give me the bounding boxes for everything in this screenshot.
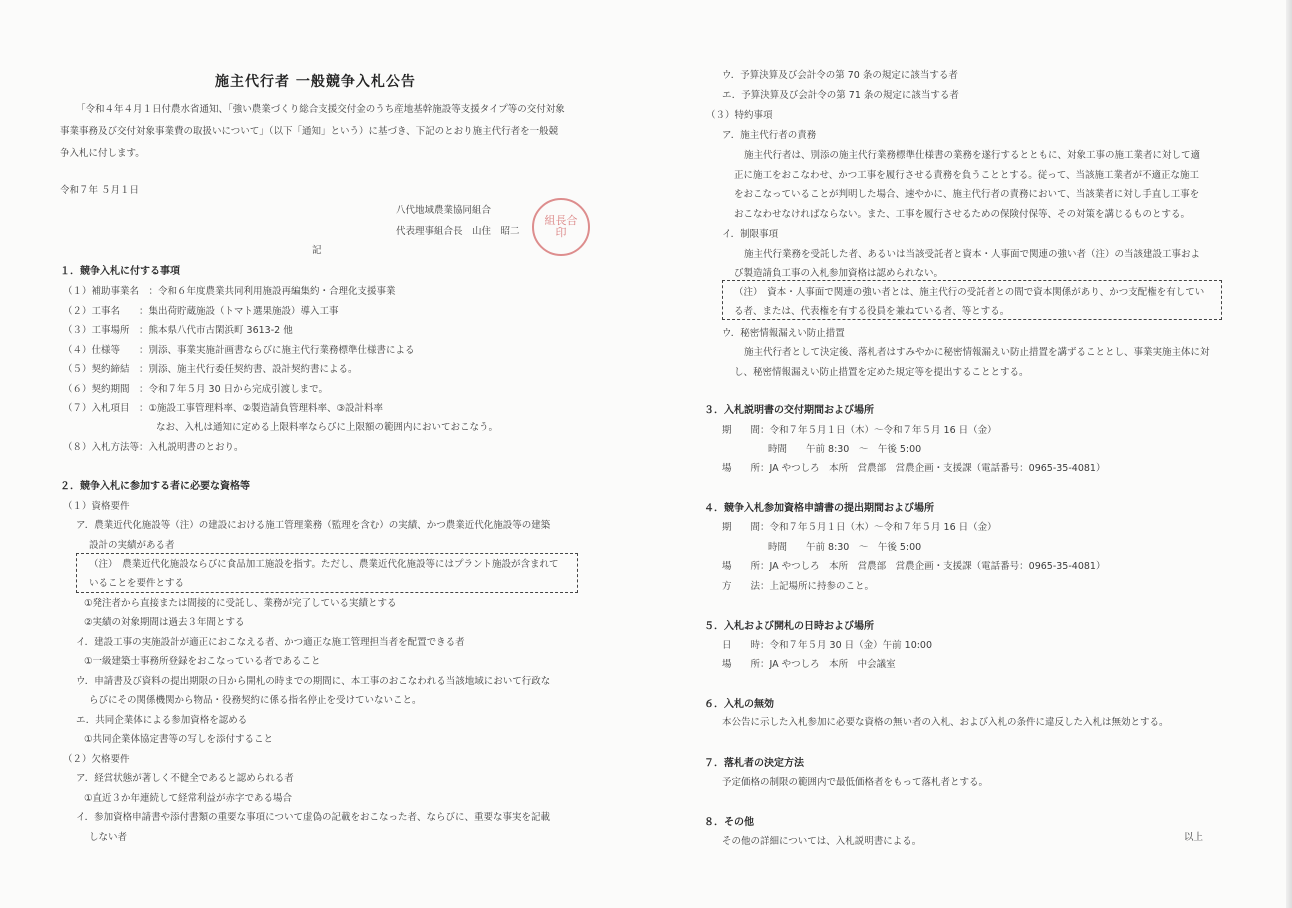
- s4-row: 時間 午前 8:30 ～ 午後 5:00: [768, 542, 922, 553]
- page-title: 施主代行者 一般競争入札公告: [215, 74, 416, 90]
- s4-row: 方 法：上記場所に持参のこと。: [722, 581, 875, 592]
- r-row: （３）特約事項: [706, 110, 773, 121]
- r-row: 施主代行業務を受託した者、あるいは当該受託者と資本・人事面で関連の強い者（注）の当該建設工事およ: [744, 249, 1201, 260]
- end-mark: 以上: [1184, 832, 1204, 843]
- intro-line-2: 事業事務及び交付対象事業費の取扱いについて」（以下「通知」という）に基づき、下記のとおり施主代行者を一般競: [60, 126, 559, 137]
- s2-row: イ．参加資格申請書や添付書類の重要な事項について虚偽の記載をおこなった者、ならびに、重要な事実を記載: [76, 812, 550, 823]
- intro-line-3: 争入札に付します。: [60, 148, 145, 159]
- s2-row: イ．建設工事の実施設計が適正におこなえる者、かつ適正な施工管理担当者を配置できる者: [76, 637, 465, 648]
- r-row: エ．予算決算及び会計令の第 71 条の規定に該当する者: [722, 90, 959, 101]
- r-row: び製造請負工事の入札参加資格は認められない。: [734, 268, 944, 279]
- s1-row: （４）仕様等 ：別添、事業実施計画書ならびに施主代行業務標準仕様書による: [63, 345, 415, 356]
- r-row: ウ．秘密情報漏えい防止措置: [722, 328, 845, 339]
- s7-row: 予定価格の制限の範囲内で最低価格者をもって落札者とする。: [722, 777, 989, 788]
- s1-row: （５）契約締結 ：別添、施主代行委任契約書、設計契約書による。: [63, 364, 358, 375]
- r-row: ア．施主代行者の責務: [722, 130, 817, 141]
- s2-row: （２）欠格要件: [63, 754, 130, 765]
- section-6-heading: ６．入札の無効: [704, 699, 774, 710]
- representative-name: 代表理事組合長 山住 昭二: [396, 226, 520, 237]
- s2-row: ①共同企業体協定書等の写しを添付すること: [84, 734, 274, 745]
- s2-row: ②実績の対象期間は過去３年間とする: [84, 617, 245, 628]
- s2-row: しない者: [89, 832, 128, 843]
- s2-row: ア．経営状態が著しく不健全であると認められる者: [76, 773, 294, 784]
- s3-row: 時間 午前 8:30 ～ 午後 5:00: [768, 444, 922, 455]
- r-row: 施主代行者として決定後、落札者はすみやかに秘密情報漏えい防止措置を講ずることとし、事業実施主体に対: [744, 347, 1210, 358]
- s2-row: ア．農業近代化施設等（注）の建設における施工管理業務（監理を含む）の実績、かつ農業近代化施設等の建築: [76, 520, 551, 531]
- r-row: 施主代行者は、別添の施主代行業務標準仕様書の業務を遂行するとともに、対象工事の施工業者に対して適: [744, 150, 1201, 161]
- section-3-heading: ３．入札説明書の交付期間および場所: [704, 405, 874, 416]
- notice-date: 令和７年 ５月１日: [60, 185, 140, 196]
- s5-row: 日 時：令和７年５月 30 日（金）午前 10:00: [722, 640, 933, 651]
- r-row: ウ．予算決算及び会計令の第 70 条の規定に該当する者: [722, 70, 958, 81]
- s1-row: （７）入札項目 ：①施設工事管理料率、②製造請負管理料率、③設計料率: [63, 403, 384, 414]
- r-row: （注） 資本・人事面で関連の強い者とは、施主代行の受託者との間で資本関係があり、かつ支配権を有してい: [734, 287, 1205, 298]
- ki-label: 記: [312, 245, 322, 256]
- s1-row: （２）工事名 ：集出荷貯蔵施設（トマト選果施設）導入工事: [63, 306, 339, 317]
- s2-row: ①発注者から直接または間接的に受託し、業務が完了している実績とする: [84, 598, 397, 609]
- s1-row: （６）契約期間 ：令和７年５月 30 日から完成引渡しまで。: [63, 384, 328, 395]
- s3-row: 期 間：令和７年５月１日（木）～令和７年５月 16 日（金）: [722, 425, 997, 436]
- section-4-heading: ４．競争入札参加資格申請書の提出期間および場所: [704, 503, 934, 514]
- s2-row: （注） 農業近代化施設ならびに食品加工施設を指す。ただし、農業近代化施設等にはプラント施設が含まれて: [89, 559, 559, 570]
- s2-row: （１）資格要件: [63, 501, 130, 512]
- s2-row: エ．共同企業体による参加資格を認める: [76, 715, 248, 726]
- s4-row: 期 間：令和７年５月１日（木）～令和７年５月 16 日（金）: [722, 522, 997, 533]
- organization-name: 八代地域農業協同組合: [396, 205, 492, 216]
- s2-row: ①一級建築士事務所登録をおこなっている者であること: [84, 656, 321, 667]
- s3-row: 場 所：JA やつしろ 本所 営農部 営農企画・支援課（電話番号：0965-35-4081）: [722, 463, 1106, 474]
- s2-row: らびにその関係機関から物品・役務契約に係る指名停止を受けていないこと。: [89, 695, 422, 706]
- r-row: し、秘密情報漏えい防止措置を定めた規定等を提出することとする。: [734, 367, 1029, 378]
- s1-row: （３）工事場所 ：熊本県八代市古閑浜町 3613-2 他: [63, 325, 293, 336]
- section-8-heading: ８．その他: [704, 817, 754, 828]
- section-1-heading: １．競争入札に付する事項: [60, 266, 180, 277]
- s2-row: ①直近３か年連続して経常利益が赤字である場合: [84, 793, 293, 804]
- r-row: イ．制限事項: [722, 229, 779, 240]
- official-seal: 組長合印: [532, 198, 590, 256]
- r-row: をおこなっていることが判明した場合、速やかに、施主代行者の責務において、当該業者に対し手直し工事を: [734, 189, 1200, 200]
- r-row: おこなわせなければならない。また、工事を履行させるための保険付保等、その対策を講じるものとする。: [734, 209, 1191, 220]
- s8-row: その他の詳細については、入札説明書による。: [722, 836, 922, 847]
- r-row: 正に施工をおこなわせ、かつ工事を履行させる責務を負うこととする。従って、当該施工業者が不適正な施工: [734, 170, 1200, 181]
- s2-row: いることを要件とする: [89, 578, 185, 589]
- section-5-heading: ５．入札および開札の日時および場所: [704, 621, 874, 632]
- intro-line-1: 「令和４年４月１日付農水省通知、「強い農業づくり総合支援交付金のうち産地基幹施設等支援タイプ等の交付対象: [76, 104, 565, 115]
- s1-row: （８）入札方法等：入札説明書のとおり。: [63, 442, 244, 453]
- s2-row: 設計の実績がある者: [89, 540, 175, 551]
- r-row: る者、または、代表権を有する役員を兼ねている者、等とする。: [734, 306, 1010, 317]
- s4-row: 場 所：JA やつしろ 本所 営農部 営農企画・支援課（電話番号：0965-35-4081）: [722, 561, 1106, 572]
- s1-row: （１）補助事業名 ：令和６年度農業共同利用施設再編集約・合理化支援事業: [63, 286, 396, 297]
- section-7-heading: ７．落札者の決定方法: [704, 758, 804, 769]
- s5-row: 場 所：JA やつしろ 本所 中会議室: [722, 659, 896, 670]
- page-edge-shadow: [1286, 0, 1292, 908]
- section-2-heading: ２．競争入札に参加する者に必要な資格等: [60, 481, 250, 492]
- s1-row: なお、入札は通知に定める上限料率ならびに上限額の範囲内においておこなう。: [156, 422, 499, 433]
- s6-row: 本公告に示した入札参加に必要な資格の無い者の入札、および入札の条件に違反した入札は無効とする。: [722, 717, 1169, 728]
- s2-row: ウ．申請書及び資料の提出期限の日から開札の時までの期間に、本工事のおこなわれる当該地域において行政な: [76, 676, 551, 687]
